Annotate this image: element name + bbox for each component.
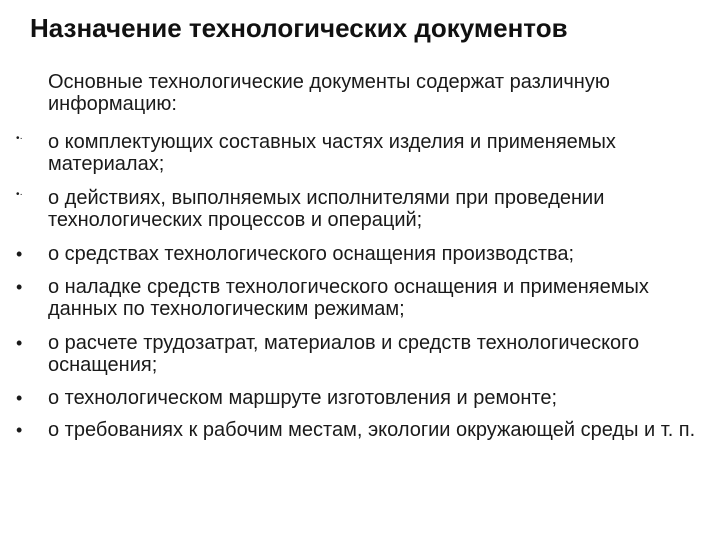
bullet-marker: • [16,420,23,440]
intro-paragraph: Основные технологические документы содержат различную информацию: [48,71,610,115]
bullet-marker: • [16,244,23,264]
bullet-marker: •· [16,189,23,200]
bullet-list [14,131,704,441]
bullet-marker: • [16,333,23,353]
bullet-text: о расчете трудозатрат, материалов и средств технологического оснащения; [48,332,640,376]
bullet-item-5 [14,332,704,376]
bullet-text: о требованиях к рабочим местам, экологии окружающей среды и т. п. [48,419,696,441]
bullet-text: о действиях, выполняемых исполнителями при проведении технологических процессов и операций; [48,187,605,231]
bullet-item-6 [14,387,704,409]
bullet-text: о технологическом маршруте изготовления и ремонте; [48,387,558,409]
bullet-item-1 [14,131,704,175]
bullet-text: о средствах технологического оснащения производства; [48,243,575,265]
bullet-text: о комплектующих составных частях изделия и применяемых материалах; [48,131,616,175]
slide-title: Назначение технологических документов [30,13,568,43]
bullet-text: о наладке средств технологического оснащения и применяемых данных по технологическим режимам; [48,276,649,320]
bullet-marker: • [16,277,23,297]
bullet-marker: • [16,388,23,408]
bullet-item-2 [14,187,704,231]
bullet-item-7 [14,419,704,441]
bullet-item-3 [14,243,704,265]
bullet-item-4 [14,276,704,320]
bullet-marker: •· [16,133,23,144]
